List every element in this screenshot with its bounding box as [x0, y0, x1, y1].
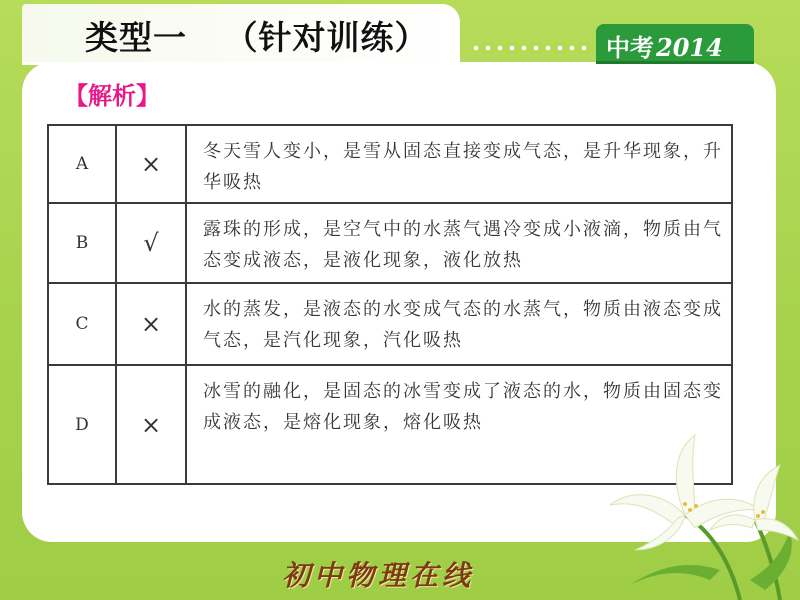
option-letter: D — [48, 365, 116, 484]
judgment-mark: × — [116, 283, 186, 365]
option-letter: B — [48, 203, 116, 283]
title-tab — [22, 4, 460, 65]
lily-flower-icon — [590, 420, 800, 600]
exam-badge — [596, 24, 754, 64]
judgment-mark: √ — [116, 203, 186, 283]
badge-year: 2014 — [656, 33, 723, 62]
section-label: 【解析】 — [64, 82, 160, 110]
table-row — [48, 283, 732, 365]
explanation-text: 露珠的形成，是空气中的水蒸气遇冷变成小液滴，物质由气态变成液态，是液化现象，液化放热 — [186, 203, 732, 283]
decorative-dots — [470, 44, 590, 52]
table-row — [48, 125, 732, 203]
footer-brand: 初中物理在线 — [282, 559, 475, 592]
option-letter: C — [48, 283, 116, 365]
table-row — [48, 203, 732, 283]
option-letter: A — [48, 125, 116, 203]
judgment-mark: × — [116, 125, 186, 203]
judgment-mark: × — [116, 365, 186, 484]
explanation-text: 冰雪的融化，是固态的冰雪变成了液态的水，物质由固态变成液态，是熔化现象，熔化吸热 — [186, 365, 732, 484]
explanation-text: 冬天雪人变小，是雪从固态直接变成气态，是升华现象，升华吸热 — [186, 125, 732, 203]
page-title: 类型一 （针对训练） — [85, 18, 429, 57]
badge-label: 中考 — [606, 34, 654, 62]
explanation-text: 水的蒸发，是液态的水变成气态的水蒸气，物质由液态变成气态，是汽化现象，汽化吸热 — [186, 283, 732, 365]
